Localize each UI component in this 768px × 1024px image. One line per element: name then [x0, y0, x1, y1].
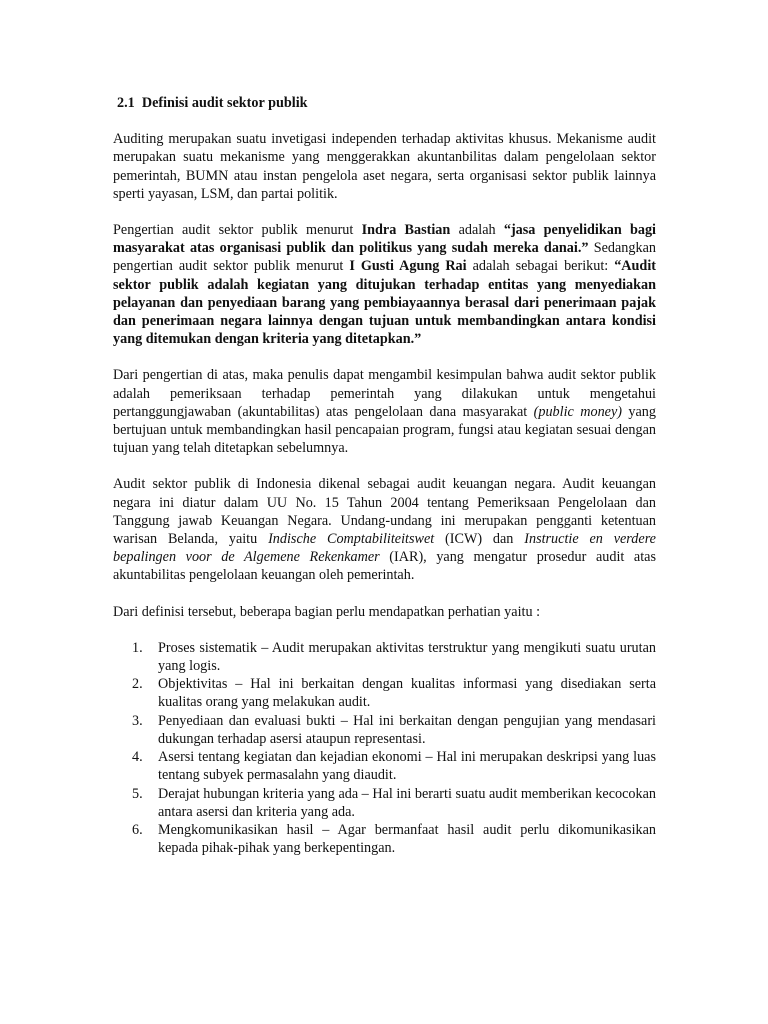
list-number: 5.: [132, 785, 143, 802]
text-run: yang bertujuan untuk membandingkan hasil pencapaian program, fungsi atau kegiatan sesuai dengan tujuan yang telah ditetapkan sebelumnya.: [113, 403, 656, 457]
author-name-rai: I Gusti Agung Rai: [349, 258, 467, 275]
italic-term: (public money): [533, 403, 622, 420]
italic-term: Indische Comptabiliteitswet: [268, 531, 435, 548]
text-run: adalah: [450, 222, 504, 239]
text-run: Pengertian audit sektor publik menurut: [113, 222, 362, 239]
text-run: Sedangkan pengertian audit sektor publik menurut: [113, 240, 656, 275]
list-item-text: Objektivitas – Hal ini berkaitan dengan kualitas informasi yang disediakan serta kualitas orang yang melakukan audit.: [158, 676, 656, 711]
list-item-text: Mengkomunikasikan hasil – Agar bermanfaat hasil audit perlu dikomunikasikan kepada pihak-pihak yang berkepentingan.: [158, 821, 656, 857]
paragraph-list-intro: Dari definisi tersebut, beberapa bagian perlu mendapatkan perhatian yaitu :: [113, 603, 541, 620]
attention-list: [113, 639, 656, 857]
list-item-text: Proses sistematik – Audit merupakan aktivitas terstruktur yang mengikuti suatu urutan yang logis.: [158, 639, 656, 675]
quote-rai: “Audit sektor publik adalah kegiatan yang ditujukan terhadap entitas yang menyediakan pelayanan dan penyediaan barang yang pembiayaannya berasal dari penerimaan pajak dan penerimaan negara lainnya dengan tujuan untuk membandingkan antara kondisi yang ditemukan dengan kriteria yang ditetapkan.”: [113, 258, 656, 348]
list-number: 3.: [132, 712, 143, 729]
italic-term: Instructie en verdere bepalingen voor de Algemene Rekenkamer: [113, 531, 656, 566]
list-number: 2.: [132, 676, 143, 693]
text-run: Dari pengertian di atas, maka penulis dapat mengambil kesimpulan bahwa audit sektor publik adalah pemeriksaan terhadap pemerintah yang dilakukan untuk mengetahui pertanggungjawaban (akuntabilitas) atas pengelolaan dana masyarakat: [113, 367, 656, 420]
paragraph-conclusion: [113, 366, 656, 457]
list-item: [113, 639, 656, 675]
list-number: 4.: [132, 749, 143, 766]
list-item: [113, 675, 656, 711]
section-heading: [117, 94, 656, 112]
list-item: [113, 748, 656, 784]
quote-bastian: “jasa penyelidikan bagi masyarakat atas organisasi publik dan politikus yang sudah mereka danai.”: [113, 222, 657, 257]
paragraph-intro: Auditing merupakan suatu invetigasi independen terhadap aktivitas khusus. Mekanisme audit merupakan suatu mekanisme yang menggerakkan akuntanbilitas dalam pengelolaan sektor pemerintah, BUMN atau instan pengelola aset negara, serta organisasi sektor publik lainnya sperti yayasan, LSM, dan partai politik.: [113, 131, 656, 202]
author-name-bastian: Indra Bastian: [361, 222, 451, 239]
text-run: Audit sektor publik di Indonesia dikenal sebagai audit keuangan negara. Audit keuangan negara ini diatur dalam UU No. 15 Tahun 2004 tentang Pemeriksaan Pengelolaan dan Tanggung jawab Keuangan Negara. Undang-undang ini merupakan pengganti ketentuan warisan Belanda, yaitu: [113, 476, 656, 548]
text-run: adalah sebagai berikut:: [466, 258, 615, 275]
paragraph-definitions: [113, 221, 656, 348]
list-number: 6.: [132, 821, 143, 838]
list-item-text: Derajat hubungan kriteria yang ada – Hal ini berarti suatu audit memberikan kecocokan antara asersi dan kriteria yang ada.: [158, 785, 656, 820]
list-item-text: Penyediaan dan evaluasi bukti – Hal ini berkaitan dengan pengujian yang mendasari dukungan terhadap asersi ataupun representasi.: [158, 712, 656, 747]
paragraph-indonesia: [113, 475, 656, 584]
document-body: [113, 94, 656, 857]
list-item-text: Asersi tentang kegiatan dan kejadian ekonomi – Hal ini merupakan deskripsi yang luas tentang subyek permasalahn yang diaudit.: [158, 749, 656, 784]
list-item: [113, 785, 656, 821]
list-number: 1.: [132, 639, 143, 656]
text-run: (ICW) dan: [434, 531, 525, 548]
section-number: 2.1: [117, 95, 135, 111]
list-item: [113, 821, 656, 857]
text-run: (IAR), yang mengatur prosedur audit atas akuntabilitas pengelolaan keuangan oleh pemerintah.: [113, 549, 656, 584]
list-item: [113, 712, 656, 748]
section-title: Definisi audit sektor publik: [141, 95, 308, 111]
